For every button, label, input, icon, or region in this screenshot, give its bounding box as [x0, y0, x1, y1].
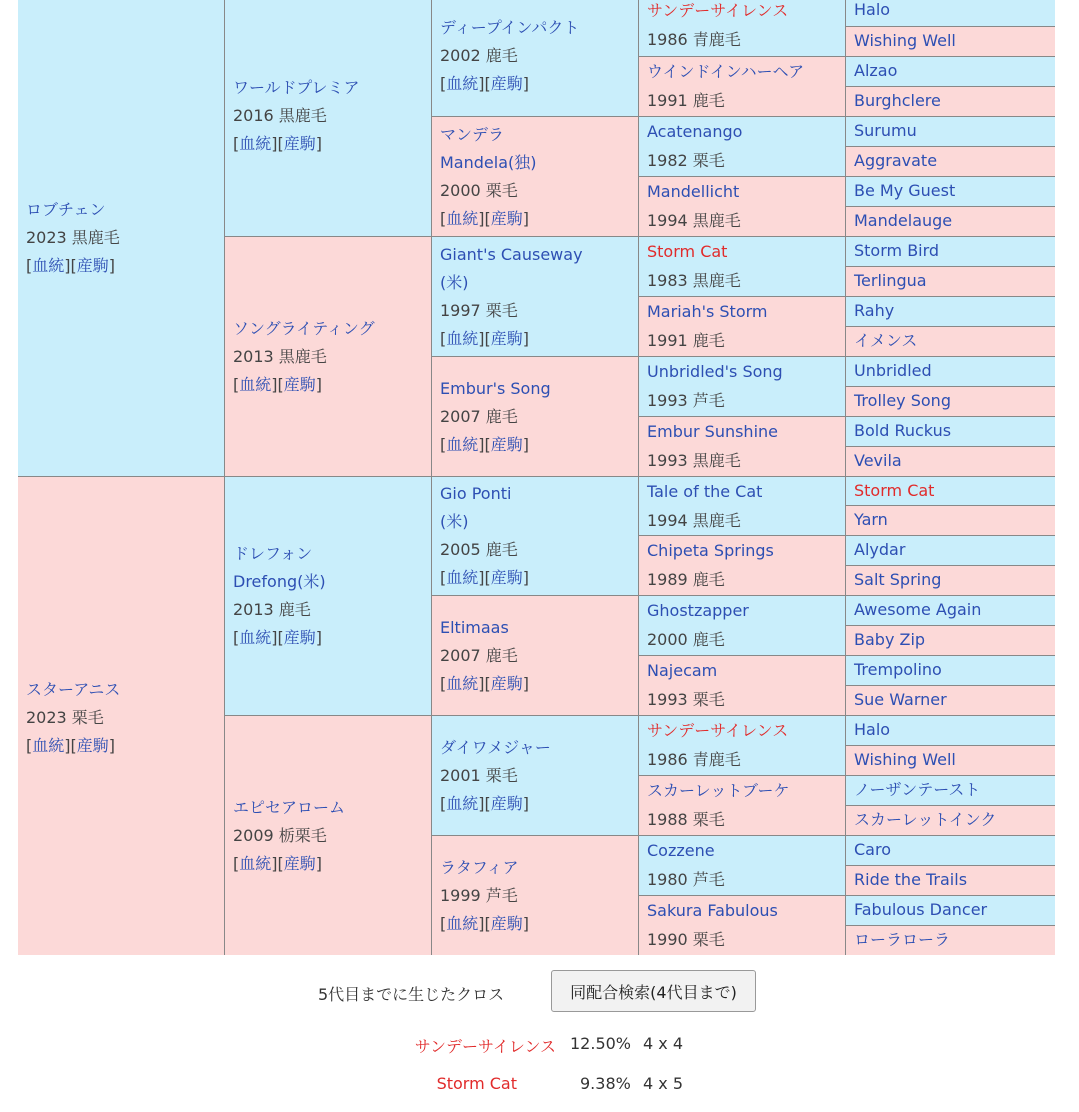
pedigree-cell-gen5	[846, 926, 1055, 955]
pedigree-cell-gen5	[846, 417, 1055, 446]
cross-percent: 12.50%	[570, 1034, 632, 1053]
pedigree-cell-gen4	[639, 297, 845, 356]
progeny-link[interactable]: 産駒	[283, 374, 316, 394]
horse-name-link[interactable]: Cozzene	[647, 841, 715, 860]
pedigree-cell-gen5	[846, 237, 1055, 266]
horse-name-link[interactable]: Unbridled	[854, 361, 932, 380]
horse-name-link[interactable]: ワールドプレミア	[233, 78, 360, 97]
horse-name-link[interactable]: マンデラ	[440, 124, 505, 144]
pedigree-cell-gen5	[846, 387, 1055, 416]
horse-name-link[interactable]: Mandelauge	[854, 211, 953, 230]
horse-name-link[interactable]: Wishing Well	[854, 750, 956, 769]
pedigree-cell-gen5	[846, 327, 1055, 356]
cross-generations: 4 x 4	[643, 1034, 683, 1053]
progeny-link[interactable]: 産駒	[490, 208, 523, 228]
pedigree-cell-gen3	[432, 0, 638, 116]
horse-name-link[interactable]: Trolley Song	[854, 391, 951, 410]
bloodline-links: [血統][産駒]	[26, 256, 116, 275]
bloodline-links: [血統][産駒]	[440, 208, 530, 228]
pedigree-table	[18, 0, 1055, 955]
bloodline-link[interactable]: 血統	[446, 434, 479, 454]
horse-name-link[interactable]: スターアニス	[26, 680, 121, 699]
horse-info: 1990 栗毛	[647, 930, 725, 949]
progeny-link[interactable]: 産駒	[283, 134, 316, 153]
horse-info: 2001 栗毛	[440, 765, 518, 785]
horse-name-link[interactable]: Unbridled's Song	[647, 362, 783, 381]
pedigree-cell-gen3	[432, 596, 638, 715]
horse-info: 1993 栗毛	[647, 690, 725, 709]
horse-info: 1989 鹿毛	[647, 570, 725, 589]
bloodline-links: [血統][産駒]	[440, 434, 530, 454]
horse-name-link[interactable]: Bold Ruckus	[854, 421, 952, 440]
bloodline-links: [血統][産駒]	[233, 853, 323, 873]
bloodline-links: [血統][産駒]	[440, 913, 530, 933]
horse-name-link[interactable]: Eltimaas	[440, 617, 509, 637]
pedigree-cell-gen3	[432, 716, 638, 835]
horse-info: 2007 鹿毛	[440, 645, 518, 665]
horse-name-link[interactable]: Ride the Trails	[854, 870, 968, 889]
pedigree-cell-gen5	[846, 896, 1055, 925]
horse-name-link[interactable]: Salt Spring	[854, 570, 942, 589]
pedigree-cell-gen5	[846, 866, 1055, 895]
horse-info: 1986 青鹿毛	[647, 30, 741, 49]
pedigree-cell-gen5	[846, 0, 1055, 26]
pedigree-cell-gen2	[225, 716, 431, 955]
pedigree-cell-gen5	[846, 477, 1055, 505]
pedigree-cell-gen5	[846, 87, 1055, 116]
horse-name-link[interactable]: エピセアローム	[233, 797, 346, 817]
pedigree-cell-gen5	[846, 716, 1055, 745]
horse-info: 2000 栗毛	[440, 180, 518, 200]
horse-name-link[interactable]: Mandela(独)	[440, 152, 537, 172]
bloodline-link[interactable]: 血統	[239, 134, 272, 153]
bloodline-link[interactable]: 血統	[446, 208, 479, 228]
horse-name-link[interactable]: ノーザンテースト	[854, 780, 981, 799]
horse-info: 1994 黒鹿毛	[647, 511, 741, 530]
pedigree-cell-gen4	[639, 896, 845, 955]
horse-name-link[interactable]: Baby Zip	[854, 630, 926, 649]
horse-name-link[interactable]: Rahy	[854, 301, 895, 320]
bloodline-link[interactable]: 血統	[446, 793, 479, 813]
pedigree-cell-gen5	[846, 297, 1055, 326]
horse-name-link[interactable]: Najecam	[647, 661, 718, 680]
pedigree-cell-gen4	[639, 117, 845, 176]
pedigree-cell-gen5	[846, 27, 1055, 56]
horse-info: 2000 鹿毛	[647, 630, 725, 649]
horse-info: 1991 鹿毛	[647, 91, 725, 110]
horse-name-link[interactable]: スカーレットインク	[854, 810, 997, 829]
horse-name-link[interactable]: (米)	[440, 272, 469, 292]
bloodline-link[interactable]: 血統	[446, 328, 479, 348]
bloodline-links: [血統][産駒]	[233, 628, 323, 647]
bloodline-links: [血統][産駒]	[440, 673, 530, 693]
pedigree-cell-gen4	[639, 716, 845, 775]
pedigree-cell-gen5	[846, 566, 1055, 595]
bloodline-link[interactable]: 血統	[239, 628, 272, 647]
pedigree-cell-gen3	[432, 477, 638, 595]
horse-info: 2007 鹿毛	[440, 406, 518, 426]
progeny-link[interactable]: 産駒	[490, 74, 523, 93]
pedigree-cell-gen2	[225, 237, 431, 476]
pedigree-cell-gen5	[846, 776, 1055, 805]
pedigree-cell-gen5	[846, 596, 1055, 625]
horse-name-link[interactable]: (米)	[440, 512, 469, 531]
horse-name-link[interactable]: Embur Sunshine	[647, 422, 778, 441]
horse-info: 1997 栗毛	[440, 300, 518, 320]
progeny-link[interactable]: 産駒	[490, 673, 523, 693]
horse-name-link[interactable]: Wishing Well	[854, 31, 956, 50]
horse-name-link[interactable]: Trempolino	[854, 660, 942, 679]
horse-name-link[interactable]: Vevila	[854, 451, 902, 470]
pedigree-cell-gen4	[639, 477, 845, 535]
bloodline-link[interactable]: 血統	[446, 673, 479, 693]
cross-generations: 4 x 5	[643, 1074, 683, 1093]
pedigree-cell-gen5	[846, 686, 1055, 715]
horse-name-link[interactable]: イメンス	[854, 331, 918, 350]
bloodline-links: [血統][産駒]	[440, 568, 530, 587]
pedigree-cell-gen4	[639, 536, 845, 595]
pedigree-cell-gen5	[846, 357, 1055, 386]
horse-name-link[interactable]: ウインドインハーヘア	[647, 62, 805, 81]
horse-name-link[interactable]: サンデーサイレンス	[647, 721, 789, 740]
horse-name-link[interactable]: Sakura Fabulous	[647, 901, 778, 920]
horse-name-link[interactable]: ラタフィア	[440, 857, 519, 877]
pedigree-cell-gen4	[639, 0, 845, 56]
pedigree-cell-gen4	[639, 357, 845, 416]
horse-name-link[interactable]: Halo	[854, 0, 891, 19]
cross-row	[0, 1074, 1079, 1098]
pedigree-cell-gen4	[639, 237, 845, 296]
horse-name-link[interactable]: Terlingua	[854, 271, 927, 290]
pedigree-cell-gen5	[846, 447, 1055, 476]
pedigree-cell-gen3	[432, 117, 638, 236]
bloodline-link[interactable]: 血統	[32, 256, 65, 275]
horse-name-link[interactable]: スカーレットブーケ	[647, 781, 790, 800]
horse-name-link[interactable]: ローラローラ	[854, 930, 951, 949]
progeny-link[interactable]: 産駒	[283, 628, 316, 647]
horse-name-link[interactable]: Tale of the Cat	[647, 482, 763, 501]
bloodline-links: [血統][産駒]	[440, 793, 530, 813]
pedigree-cell-gen5	[846, 656, 1055, 685]
horse-info: 1993 芦毛	[647, 391, 725, 410]
pedigree-cell-gen4	[639, 776, 845, 835]
horse-info: 2009 栃栗毛	[233, 825, 327, 845]
pedigree-cell-gen1	[18, 477, 224, 955]
pedigree-cell-gen3	[432, 357, 638, 476]
bloodline-link[interactable]: 血統	[32, 736, 65, 755]
pedigree-cell-gen1	[18, 0, 224, 476]
horse-name-link[interactable]: ディープインパクト	[440, 18, 580, 37]
pedigree-cell-gen4	[639, 177, 845, 236]
pedigree-cell-gen5	[846, 746, 1055, 775]
cross-row	[0, 1034, 1079, 1058]
horse-name-link[interactable]: Fabulous Dancer	[854, 900, 988, 919]
pedigree-cell-gen4	[639, 656, 845, 715]
pedigree-cell-gen2	[225, 0, 431, 236]
horse-name-link[interactable]: Caro	[854, 840, 891, 859]
horse-name-link[interactable]: ダイワメジャー	[440, 737, 551, 757]
horse-name-link[interactable]: Gio Ponti	[440, 484, 512, 503]
horse-info: 2023 栗毛	[26, 708, 104, 727]
pedigree-cell-gen4	[639, 596, 845, 655]
horse-info: 1982 栗毛	[647, 151, 725, 170]
horse-info: 1999 芦毛	[440, 885, 518, 905]
horse-info: 2005 鹿毛	[440, 540, 518, 559]
cross-section	[0, 968, 1079, 1112]
pedigree-cell-gen4	[639, 57, 845, 116]
pedigree-cell-gen4	[639, 836, 845, 895]
progeny-link[interactable]: 産駒	[490, 328, 523, 348]
pedigree-cell-gen5	[846, 806, 1055, 835]
progeny-link[interactable]: 産駒	[490, 793, 523, 813]
pedigree-cell-gen5	[846, 836, 1055, 865]
horse-name-link[interactable]: Be My Guest	[854, 181, 956, 200]
horse-name-link[interactable]: Alzao	[854, 61, 898, 80]
horse-name-link[interactable]: Giant's Causeway	[440, 244, 583, 264]
cross-horse-link[interactable]: Storm Cat	[436, 1074, 517, 1093]
horse-info: 2002 鹿毛	[440, 46, 518, 65]
horse-name-link[interactable]: Storm Cat	[647, 242, 728, 261]
horse-name-link[interactable]: Mariah's Storm	[647, 302, 768, 321]
horse-name-link[interactable]: Ghostzapper	[647, 601, 749, 620]
horse-name-link[interactable]: ソングライティング	[233, 318, 375, 338]
horse-name-link[interactable]: Storm Bird	[854, 241, 940, 260]
horse-name-link[interactable]: Mandellicht	[647, 182, 740, 201]
horse-name-link[interactable]: Drefong(米)	[233, 572, 326, 591]
horse-name-link[interactable]: ドレフォン	[233, 544, 313, 563]
cross-percent: 9.38%	[580, 1074, 631, 1093]
horse-name-link[interactable]: Chipeta Springs	[647, 541, 774, 560]
bloodline-link[interactable]: 血統	[239, 853, 272, 873]
progeny-link[interactable]: 産駒	[490, 568, 523, 587]
horse-name-link[interactable]: Embur's Song	[440, 378, 551, 398]
progeny-link[interactable]: 産駒	[490, 913, 523, 933]
horse-name-link[interactable]: Awesome Again	[854, 600, 982, 619]
horse-name-link[interactable]: サンデーサイレンス	[647, 1, 789, 20]
horse-info: 1993 黒鹿毛	[647, 451, 741, 470]
horse-name-link[interactable]: Surumu	[854, 121, 917, 140]
horse-name-link[interactable]: Sue Warner	[854, 690, 947, 709]
pedigree-cell-gen5	[846, 267, 1055, 296]
horse-name-link[interactable]: Halo	[854, 720, 891, 739]
bloodline-link[interactable]: 血統	[446, 568, 479, 587]
pedigree-cell-gen5	[846, 626, 1055, 655]
bloodline-links: [血統][産駒]	[233, 374, 323, 394]
bloodline-link[interactable]: 血統	[239, 374, 272, 394]
progeny-link[interactable]: 産駒	[76, 256, 109, 275]
horse-name-link[interactable]: Aggravate	[854, 151, 938, 170]
horse-info: 1986 青鹿毛	[647, 750, 741, 769]
pedigree-cell-gen5	[846, 147, 1055, 176]
bloodline-link[interactable]: 血統	[446, 913, 479, 933]
bloodline-link[interactable]: 血統	[446, 74, 479, 93]
horse-name-link[interactable]: ロブチェン	[26, 200, 106, 219]
pedigree-cell-gen2	[225, 477, 431, 715]
pedigree-cell-gen5	[846, 536, 1055, 565]
bloodline-links: [血統][産駒]	[233, 134, 323, 153]
pedigree-cell-gen5	[846, 207, 1055, 236]
pedigree-cell-gen4	[639, 417, 845, 476]
horse-info: 2013 鹿毛	[233, 600, 311, 619]
progeny-link[interactable]: 産駒	[283, 853, 316, 873]
horse-info: 2016 黒鹿毛	[233, 106, 327, 125]
horse-info: 2013 黒鹿毛	[233, 346, 327, 366]
bloodline-links: [血統][産駒]	[26, 736, 116, 755]
bloodline-links: [血統][産駒]	[440, 74, 530, 93]
pedigree-cell-gen5	[846, 177, 1055, 206]
horse-info: 1980 芦毛	[647, 870, 725, 889]
horse-name-link[interactable]: Alydar	[854, 540, 906, 559]
progeny-link[interactable]: 産駒	[490, 434, 523, 454]
pedigree-cell-gen5	[846, 117, 1055, 146]
horse-name-link[interactable]: Yarn	[854, 510, 888, 529]
pedigree-cell-gen3	[432, 237, 638, 356]
horse-info: 1988 栗毛	[647, 810, 725, 829]
horse-info: 1994 黒鹿毛	[647, 211, 741, 230]
bloodline-links: [血統][産駒]	[440, 328, 530, 348]
pedigree-cell-gen5	[846, 506, 1055, 535]
pedigree-cell-gen5	[846, 57, 1055, 86]
horse-name-link[interactable]: Acatenango	[647, 122, 743, 141]
horse-info: 1983 黒鹿毛	[647, 271, 741, 290]
same-mating-search-button[interactable]: 同配合検索(4代目まで)	[551, 970, 756, 1012]
cross-horse-link[interactable]: サンデーサイレンス	[414, 1037, 556, 1056]
horse-name-link[interactable]: Burghclere	[854, 91, 941, 110]
horse-name-link[interactable]: Storm Cat	[854, 481, 935, 500]
progeny-link[interactable]: 産駒	[76, 736, 109, 755]
horse-info: 2023 黒鹿毛	[26, 228, 120, 247]
cross-title: 5代目までに生じたクロス	[318, 985, 505, 1004]
horse-info: 1991 鹿毛	[647, 331, 725, 350]
pedigree-cell-gen3	[432, 836, 638, 955]
